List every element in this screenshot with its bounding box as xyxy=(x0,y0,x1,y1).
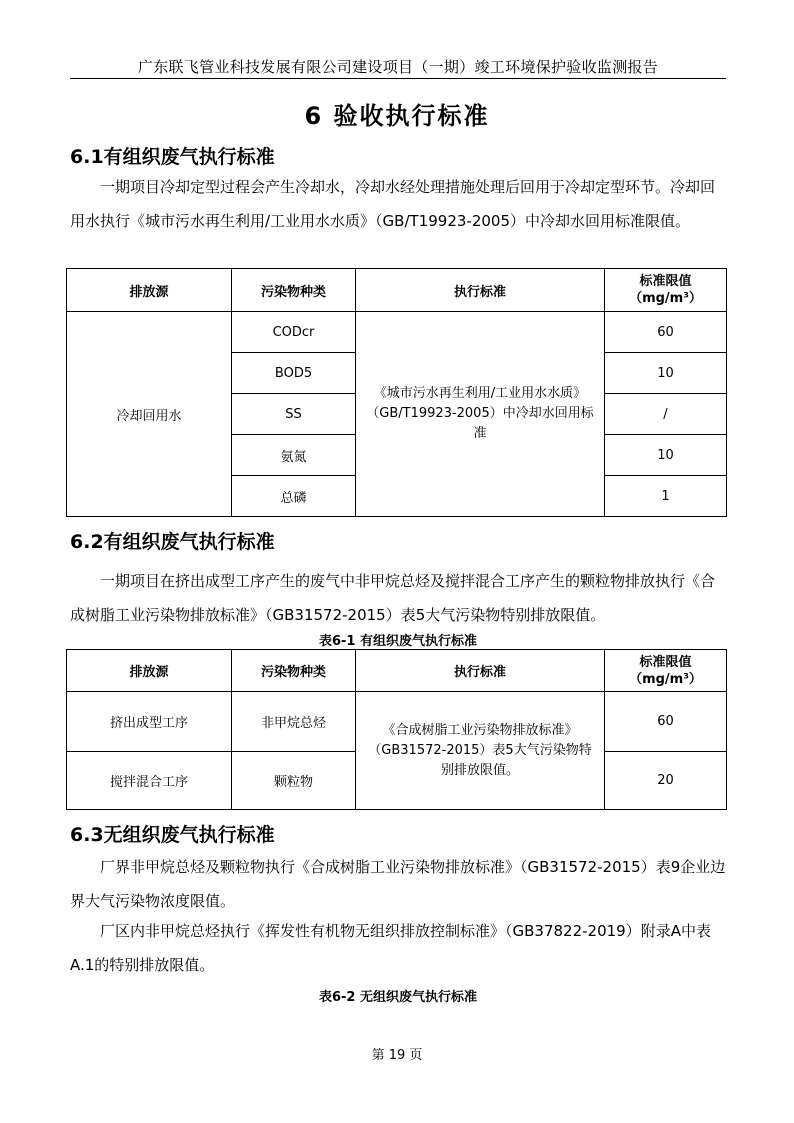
pollutant-cell: SS xyxy=(232,394,356,435)
table-header-row xyxy=(67,269,727,312)
section-6-2-title: 6.2有组织废气执行标准 xyxy=(70,531,275,553)
section-6-1-paragraph xyxy=(70,170,726,238)
source-cell: 挤出成型工序 xyxy=(67,692,232,752)
section-6-3-text-1: 厂界非甲烷总烃及颗粒物执行《合成树脂工业污染物排放标准》（GB31572-2015）表9企业边界大气污染物浓度限值。 xyxy=(70,858,726,910)
pollutant-cell: 总磷 xyxy=(232,476,356,517)
col-header-source: 排放源 xyxy=(67,269,232,312)
section-6-2-paragraph xyxy=(70,564,726,632)
source-cell: 搅拌混合工序 xyxy=(67,752,232,810)
section-6-1-title: 6.1有组织废气执行标准 xyxy=(70,146,275,168)
section-6-3-text-2: 厂区内非甲烷总烃执行《挥发性有机物无组织排放控制标准》（GB37822-2019）附录A中表A.1的特别排放限值。 xyxy=(70,922,711,974)
section-6-1-text: 一期项目冷却定型过程会产生冷却水，冷却水经处理措施处理后回用于冷却定型环节。冷却回用水执行《城市污水再生利用/工业用水水质》（GB/T19923-2005）中冷却水回用标准限值。 xyxy=(70,178,716,230)
organized-exhaust-standard-table xyxy=(66,649,727,810)
section-6-3-paragraph-2 xyxy=(70,914,726,982)
source-cell: 冷却回用水 xyxy=(67,312,232,517)
limit-cell: 1 xyxy=(605,476,727,517)
limit-cell: 60 xyxy=(605,692,727,752)
limit-cell: 60 xyxy=(605,312,727,353)
page-number: 第 19 页 xyxy=(371,1048,423,1063)
limit-cell: 20 xyxy=(605,752,727,810)
limit-cell: 10 xyxy=(605,435,727,476)
col-header-pollutant: 污染物种类 xyxy=(232,269,356,312)
pollutant-cell: 非甲烷总烃 xyxy=(232,692,356,752)
pollutant-cell: 氨氮 xyxy=(232,435,356,476)
standard-cell: 《合成树脂工业污染物排放标准》（GB31572-2015）表5大气污染物特别排放限值。 xyxy=(356,692,605,810)
pollutant-cell: 颗粒物 xyxy=(232,752,356,810)
limit-cell: / xyxy=(605,394,727,435)
standard-cell: 《城市污水再生利用/工业用水水质》（GB/T19923-2005）中冷却水回用标准 xyxy=(356,312,605,517)
table-6-1-caption: 表6-1 有组织废气执行标准 xyxy=(318,634,477,649)
section-6-3-title: 6.3无组织废气执行标准 xyxy=(70,824,275,846)
chapter-title: 6 验收执行标准 xyxy=(304,102,490,130)
table-row xyxy=(67,312,727,353)
cooling-water-standard-table xyxy=(66,268,727,517)
col-header-pollutant: 污染物种类 xyxy=(232,650,356,692)
section-6-2-text: 一期项目在挤出成型工序产生的废气中非甲烷总烃及搅拌混合工序产生的颗粒物排放执行《合成树脂工业污染物排放标准》（GB31572-2015）表5大气污染物特别排放限值。 xyxy=(70,572,716,624)
table-6-2-caption: 表6-2 无组织废气执行标准 xyxy=(318,990,477,1005)
col-header-standard: 执行标准 xyxy=(356,650,605,692)
table-header-row xyxy=(67,650,727,692)
limit-cell: 10 xyxy=(605,353,727,394)
col-header-limit: 标准限值 （mg/m³） xyxy=(605,650,727,692)
section-6-3-paragraph-1 xyxy=(70,850,726,918)
page-header: 广东联飞管业科技发展有限公司建设项目（一期）竣工环境保护验收监测报告 xyxy=(137,58,659,76)
pollutant-cell: BOD5 xyxy=(232,353,356,394)
col-header-source: 排放源 xyxy=(67,650,232,692)
header-rule xyxy=(70,78,726,79)
table-row xyxy=(67,692,727,752)
pollutant-cell: CODcr xyxy=(232,312,356,353)
col-header-limit: 标准限值 （mg/m³） xyxy=(605,269,727,312)
col-header-standard: 执行标准 xyxy=(356,269,605,312)
